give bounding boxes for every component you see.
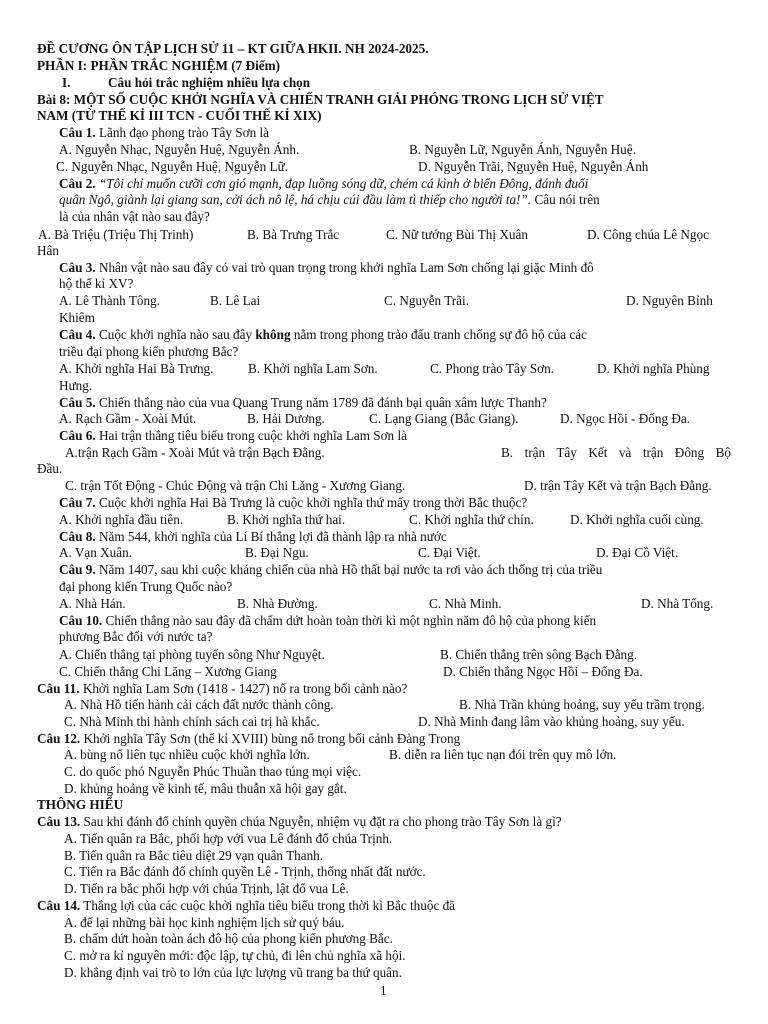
- question-label: Câu 8.: [59, 529, 96, 544]
- option-9b: B. Nhà Đường.: [237, 596, 318, 611]
- option-2d: D. Công chúa Lê Ngọc: [587, 227, 709, 242]
- question-text: Khởi nghĩa Lam Sơn (1418 - 1427) nổ ra trong bối cảnh nào?: [79, 681, 408, 696]
- option-4d-wrap: Hưng.: [59, 378, 93, 393]
- quote-line-1: “Tôi chỉ muốn cưỡi cơn gió mạnh, đạp luồng sóng dữ, chém cá kình ở biển Đông, đánh đuổi: [95, 176, 589, 191]
- option-7c: C. Khởi nghĩa thứ chín.: [409, 512, 534, 527]
- option-12d: D. khủng hoảng về kinh tế, mâu thuẫn xã hội gay gắt.: [64, 781, 347, 796]
- option-2a: A. Bà Triệu (Triệu Thị Trinh): [38, 227, 194, 242]
- question-text: Sau khi đánh đổ chính quyền chúa Nguyễn, nhiệm vụ đặt ra cho phong trào Tây Sơn là gì?: [80, 814, 562, 829]
- option-11b: B. Nhà Trần khủng hoảng, suy yếu trầm trọng.: [459, 697, 705, 712]
- option-6b: B. trận Tây Kết và trận Đông Bộ: [501, 445, 731, 460]
- option-2c: C. Nữ tướng Bùi Thị Xuân: [386, 227, 528, 242]
- option-14c: C. mở ra kỉ nguyên mới: độc lập, tự chủ, đi lên chủ nghĩa xã hội.: [64, 948, 406, 963]
- option-9c: C. Nhà Minh.: [429, 596, 502, 611]
- question-label: Câu 6.: [59, 428, 96, 443]
- option-6a: A.trận Rạch Gầm - Xoài Mút và trận Bạch Đằng.: [65, 445, 325, 460]
- question-text: Hai trận thắng tiêu biểu trong cuộc khởi nghĩa Lam Sơn là: [95, 428, 407, 443]
- option-7b: B. Khởi nghĩa thứ hai.: [227, 512, 346, 527]
- question-1: [59, 125, 269, 141]
- option-2d-wrap: Hân: [37, 243, 59, 258]
- question-text-post: nằm trong phong trào đấu tranh chống sự đô hộ của các: [290, 327, 588, 342]
- question-label: Câu 5.: [59, 395, 96, 410]
- lesson-title-line-2: NAM (TỪ THẾ KỈ III TCN - CUỐI THẾ KỈ XIX): [37, 108, 322, 123]
- option-14d: D. khẳng định vai trò to lớn của lực lượng vũ trang ba thứ quân.: [64, 965, 402, 980]
- option-12c: C. do quốc phó Nguyễn Phúc Thuần thao túng mọi việc.: [64, 764, 362, 779]
- question-text: Nhân vật nào sau đây có vai trò quan trọng trong khởi nghĩa Lam Sơn chống lại giặc Minh đô: [95, 260, 594, 275]
- option-11a: A. Nhà Hồ tiến hành cải cách đất nước thành công.: [64, 697, 334, 712]
- question-label: Câu 4.: [59, 327, 96, 342]
- question-text: Chiến thắng nào sau đây đã chấm dứt hoàn toàn thời kì một nghìn năm đô hộ của phong kiến: [102, 613, 597, 628]
- question-4-line-2: triều đại phong kiến phương Bắc?: [59, 344, 239, 359]
- option-13a: A. Tiến quân ra Bắc, phối hợp với vua Lê đánh đổ chúa Trịnh.: [64, 831, 393, 846]
- question-4: [59, 327, 587, 343]
- option-7d: D. Khởi nghĩa cuối cùng.: [570, 512, 704, 527]
- question-label: Câu 13.: [37, 814, 81, 829]
- question-text: Năm 1407, sau khi cuộc kháng chiến của nhà Hồ thất bại nước ta rơi vào ách thống trị của triều: [95, 562, 603, 577]
- question-label: Câu 11.: [37, 681, 80, 696]
- question-2-line-2: [59, 192, 600, 208]
- option-13d: D. Tiến ra bắc phối hợp với chúa Trịnh, lật đổ vua Lê.: [64, 881, 349, 896]
- question-label: Câu 1.: [59, 125, 96, 140]
- option-5c: C. Lạng Giang (Bắc Giang).: [369, 411, 519, 426]
- option-3b: B. Lê Lai: [210, 293, 261, 308]
- question-3-line-2: hộ thế kỉ XV?: [59, 276, 134, 291]
- option-14a: A. để lại những bài học kinh nghiệm lịch sử quý báu.: [64, 915, 345, 930]
- part-heading: PHẦN I: PHẦN TRẮC NGHIỆM (7 Điểm): [37, 58, 280, 73]
- question-label: Câu 9.: [59, 562, 96, 577]
- section-title: Câu hỏi trắc nghiệm nhiều lựa chọn: [108, 75, 311, 90]
- option-4b: B. Khởi nghĩa Lam Sơn.: [248, 361, 378, 376]
- option-1d: D. Nguyễn Trãi, Nguyễn Huệ, Nguyễn Ánh: [418, 159, 649, 174]
- question-12: [37, 731, 460, 747]
- question-text: Chiến thắng nào của vua Quang Trung năm 1789 đã đánh bại quân xâm lược Thanh?: [95, 395, 547, 410]
- option-4c: C. Phong trào Tây Sơn.: [430, 361, 554, 376]
- option-14b: B. chấm dứt hoàn toàn ách đô hộ của phong kiến phương Bắc.: [64, 931, 393, 946]
- option-8a: A. Vạn Xuân.: [59, 545, 133, 560]
- question-label: Câu 7.: [59, 495, 96, 510]
- option-8c: C. Đại Việt.: [418, 545, 481, 560]
- option-5d: D. Ngọc Hồi - Đống Đa.: [560, 411, 691, 426]
- question-10-line-2: phương Bắc đối với nước ta?: [59, 629, 213, 644]
- quote-line-2: quân Ngô, giành lại giang san, cởi ách nô lệ, há chịu cúi đầu làm tì thiếp cho người ta!”.: [59, 192, 532, 207]
- option-3d-wrap: Khiêm: [59, 310, 95, 325]
- option-9a: A. Nhà Hán.: [59, 596, 126, 611]
- option-10b: B. Chiến thắng trên sông Bạch Đằng.: [440, 647, 638, 662]
- question-text: Khởi nghĩa Tây Sơn (thế kỉ XVIII) bùng nổ trong bối cảnh Đàng Trong: [80, 731, 461, 746]
- question-text: Cuộc khởi nghĩa Hai Bà Trưng là cuộc khởi nghĩa thứ mấy trong thời Bắc thuộc?: [95, 495, 528, 510]
- page-number: 1: [380, 983, 387, 998]
- question-6: [59, 428, 407, 444]
- question-label: Câu 3.: [59, 260, 96, 275]
- option-6b-wrap: Đầu.: [37, 461, 63, 476]
- option-3d: D. Nguyên Bỉnh: [626, 293, 713, 308]
- option-4d: D. Khởi nghĩa Phùng: [597, 361, 710, 376]
- question-3: [59, 260, 594, 276]
- level-heading: THÔNG HIỂU: [37, 797, 124, 812]
- question-text: Năm 544, khởi nghĩa của Lí Bí thắng lợi đã thành lập ra nhà nước: [95, 529, 447, 544]
- option-5b: B. Hải Dương.: [247, 411, 325, 426]
- option-5a: A. Rạch Gầm - Xoài Mút.: [59, 411, 197, 426]
- option-7a: A. Khởi nghĩa đầu tiên.: [59, 512, 184, 527]
- question-8: [59, 529, 447, 545]
- question-9: [59, 562, 602, 578]
- question-7: [59, 495, 527, 511]
- option-9d: D. Nhà Tống.: [641, 596, 714, 611]
- question-14: [37, 898, 455, 914]
- section-number: I.: [62, 75, 71, 90]
- option-1b: B. Nguyễn Lữ, Nguyễn Ánh, Nguyễn Huệ.: [409, 142, 636, 157]
- option-10d: D. Chiến thắng Ngọc Hồi – Đống Đa.: [443, 664, 643, 679]
- question-2: [59, 176, 588, 192]
- question-text-emphasis: không: [255, 327, 291, 342]
- question-text: Thắng lợi của các cuộc khởi nghĩa tiêu biểu trong thời kì Bắc thuộc đã: [80, 898, 456, 913]
- option-8d: D. Đại Cồ Việt.: [596, 545, 679, 560]
- option-12b: B. diễn ra liên tục nạn đói trên quy mô lớn.: [389, 747, 617, 762]
- question-text: Lãnh đạo phong trào Tây Sơn là: [95, 125, 270, 140]
- option-2b: B. Bà Trưng Trắc: [247, 227, 340, 242]
- question-label: Câu 12.: [37, 731, 81, 746]
- question-9-line-2: đại phong kiến Trung Quốc nào?: [59, 579, 233, 594]
- question-label: Câu 2.: [59, 176, 96, 191]
- option-3c: C. Nguyễn Trãi.: [384, 293, 469, 308]
- question-11: [37, 681, 407, 697]
- option-1a: A. Nguyễn Nhạc, Nguyễn Huệ, Nguyễn Ánh.: [59, 142, 300, 157]
- question-label: Câu 14.: [37, 898, 81, 913]
- question-5: [59, 395, 547, 411]
- question-10: [59, 613, 596, 629]
- option-11c: C. Nhà Minh thi hành chính sách cai trị hà khắc.: [64, 714, 320, 729]
- option-10c: C. Chiến thắng Chi Lăng – Xương Giang: [59, 664, 277, 679]
- question-label: Câu 10.: [59, 613, 103, 628]
- option-11d: D. Nhà Minh đang lâm vào khủng hoảng, suy yếu.: [418, 714, 685, 729]
- option-4a: A. Khởi nghĩa Hai Bà Trưng.: [59, 361, 214, 376]
- question-2-line-3: là của nhân vật nào sau đây?: [59, 209, 210, 224]
- question-13: [37, 814, 562, 830]
- option-1c: C. Nguyễn Nhạc, Nguyễn Huệ, Nguyễn Lữ.: [56, 159, 289, 174]
- option-13c: C. Tiến ra Bắc đánh đổ chính quyền Lê - Trịnh, thống nhất đất nước.: [64, 864, 426, 879]
- document-title: ĐỀ CƯƠNG ÔN TẬP LỊCH SỬ 11 – KT GIỮA HKII. NH 2024-2025.: [37, 41, 429, 56]
- lesson-title-line-1: Bài 8: MỘT SỐ CUỘC KHỞI NGHĨA VÀ CHIẾN TRANH GIẢI PHÓNG TRONG LỊCH SỬ VIỆT: [37, 92, 604, 107]
- option-6d: D. trận Tây Kết và trận Bạch Đằng.: [524, 478, 712, 493]
- option-6c: C. trận Tốt Động - Chúc Động và trận Chi Lăng - Xương Giang.: [65, 478, 406, 493]
- option-10a: A. Chiến thắng tại phòng tuyến sông Như Nguyệt.: [59, 647, 325, 662]
- option-3a: A. Lê Thành Tông.: [59, 293, 160, 308]
- question-text-pre: Cuộc khởi nghĩa nào sau đây: [95, 327, 256, 342]
- option-12a: A. bùng nổ liên tục nhiều cuộc khởi nghĩa lớn.: [64, 747, 310, 762]
- option-8b: B. Đại Ngu.: [245, 545, 309, 560]
- question-text-tail: Câu nói trên: [531, 192, 600, 207]
- option-13b: B. Tiến quân ra Bắc tiêu diệt 29 vạn quân Thanh.: [64, 848, 324, 863]
